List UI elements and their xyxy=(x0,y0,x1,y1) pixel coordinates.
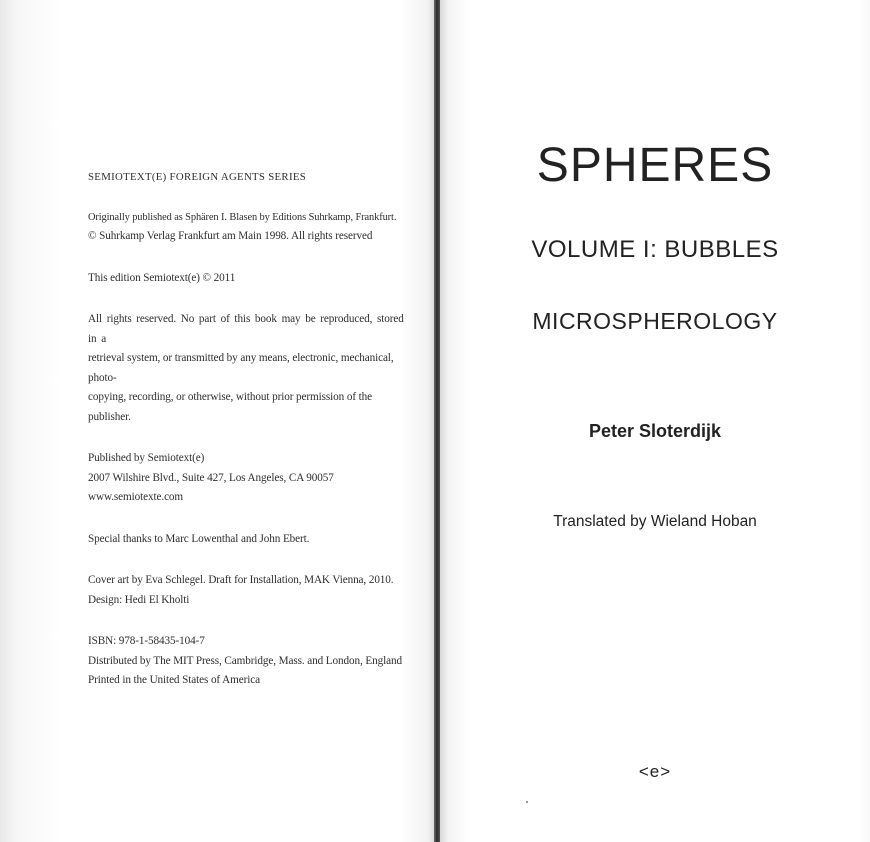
translator-credit: Translated by Wieland Hoban xyxy=(553,513,757,530)
author-name: Peter Sloterdijk xyxy=(588,421,722,441)
rights-line-3: copying, recording, or otherwise, without prior permission of the publisher. xyxy=(88,391,373,423)
publisher-logo: <e> xyxy=(638,762,672,781)
volume-title: VOLUME I: BUBBLES xyxy=(531,236,779,263)
copyright-block xyxy=(88,168,408,691)
publisher-address: 2007 Wilshire Blvd., Suite 427, Los Angeles, CA 90057 xyxy=(88,471,334,484)
original-publication-line-2: © Suhrkamp Verlag Frankfurt am Main 1998. All rights reserved xyxy=(88,230,373,242)
rights-line-2: retrieval system, or transmitted by any means, electronic, mechanical, photo- xyxy=(88,352,394,384)
scan-speck xyxy=(526,801,528,803)
rights-line-1: All rights reserved. No part of this book may be reproduced, stored in a xyxy=(88,313,404,345)
printing-notice: Printed in the United States of America xyxy=(88,674,260,686)
publisher-website: www.semiotexte.com xyxy=(88,491,184,503)
design-credit: Design: Hedi El Kholti xyxy=(88,593,190,606)
publisher-name: Published by Semiotext(e) xyxy=(88,452,205,464)
special-thanks: Special thanks to Marc Lowenthal and John Ebert. xyxy=(88,532,310,545)
distribution-notice: Distributed by The MIT Press, Cambridge, Mass. and London, England xyxy=(88,654,402,667)
edition-notice: This edition Semiotext(e) © 2011 xyxy=(88,271,236,284)
book-title: SPHERES xyxy=(536,139,774,192)
original-publication-line-1: Originally published as Sphären I. Blasen by Editions Suhrkamp, Frankfurt. xyxy=(88,211,397,223)
series-name: SEMIOTEXT(E) FOREIGN AGENTS SERIES xyxy=(88,171,307,183)
cover-art-credit: Cover art by Eva Schlegel. Draft for Installation, MAK Vienna, 2010. xyxy=(88,574,394,586)
book-subtitle: MICROSPHEROLOGY xyxy=(532,308,778,334)
isbn: ISBN: 978-1-58435-104-7 xyxy=(88,635,205,647)
